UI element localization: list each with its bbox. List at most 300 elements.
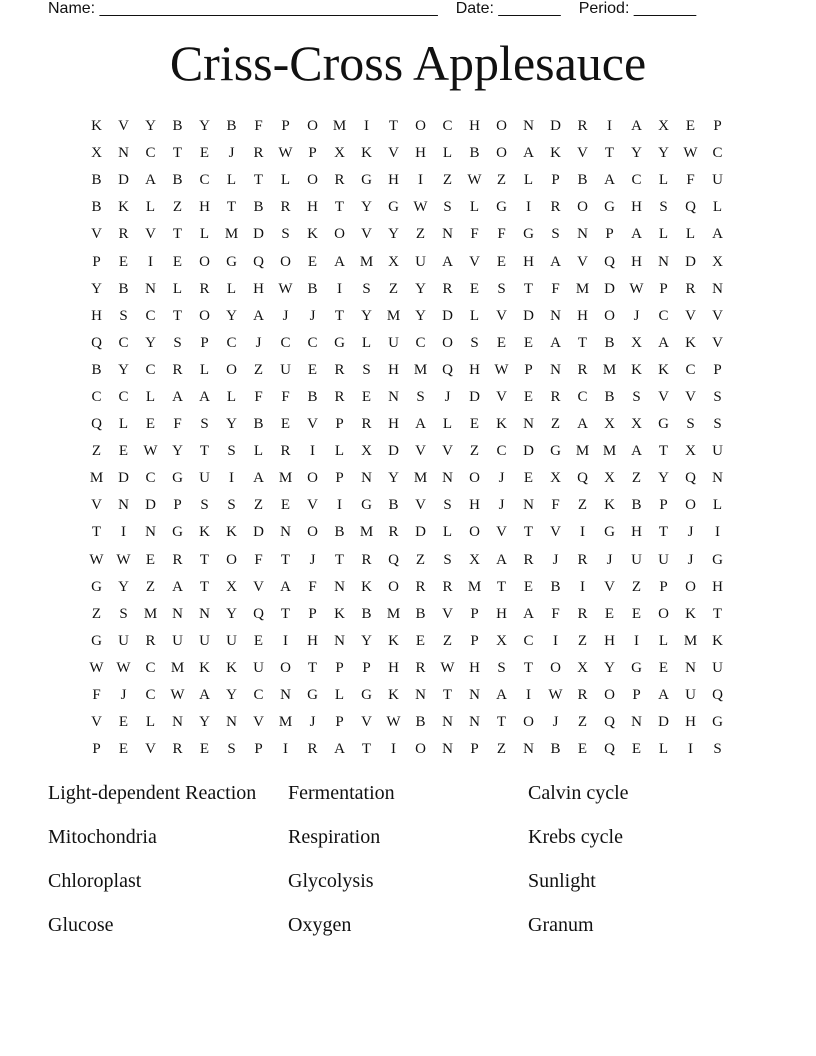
grid-letter[interactable]: G [496, 199, 507, 216]
grid-letter[interactable]: I [526, 199, 531, 216]
grid-letter[interactable]: V [307, 416, 318, 433]
grid-letter[interactable]: O [280, 659, 291, 676]
grid-letter[interactable]: H [712, 578, 723, 595]
grid-letter[interactable]: L [118, 416, 129, 433]
grid-letter[interactable]: K [199, 524, 210, 541]
grid-letter[interactable]: T [442, 687, 453, 704]
grid-letter[interactable]: W [629, 280, 644, 297]
grid-letter[interactable]: S [632, 388, 641, 405]
grid-letter[interactable]: R [550, 199, 561, 216]
grid-letter[interactable]: O [658, 605, 669, 622]
grid-letter[interactable]: Z [496, 172, 507, 189]
grid-letter[interactable]: F [254, 118, 263, 135]
grid-letter[interactable]: X [658, 118, 669, 135]
grid-letter[interactable]: N [712, 280, 723, 297]
grid-letter[interactable]: V [442, 443, 453, 460]
grid-letter[interactable]: E [658, 659, 669, 676]
grid-letter[interactable]: P [605, 226, 614, 243]
grid-letter[interactable]: N [685, 659, 696, 676]
grid-letter[interactable]: B [361, 605, 372, 622]
grid-letter[interactable]: T [334, 199, 345, 216]
grid-letter[interactable]: E [145, 416, 156, 433]
grid-letter[interactable]: S [362, 361, 371, 378]
grid-letter[interactable]: S [443, 199, 452, 216]
grid-letter[interactable]: X [91, 145, 102, 162]
grid-letter[interactable]: P [281, 118, 290, 135]
grid-letter[interactable]: U [199, 470, 210, 487]
grid-letter[interactable]: O [388, 578, 399, 595]
grid-letter[interactable]: L [469, 199, 480, 216]
grid-letter[interactable]: U [712, 443, 723, 460]
grid-letter[interactable]: Y [226, 307, 237, 324]
grid-letter[interactable]: A [523, 145, 534, 162]
grid-letter[interactable]: E [280, 497, 291, 514]
grid-letter[interactable]: I [634, 632, 639, 649]
grid-letter[interactable]: J [687, 551, 694, 568]
grid-letter[interactable]: J [633, 307, 640, 324]
grid-letter[interactable]: H [496, 605, 507, 622]
grid-letter[interactable]: L [442, 524, 453, 541]
grid-letter[interactable]: A [199, 687, 210, 704]
grid-letter[interactable]: H [91, 307, 102, 324]
grid-letter[interactable]: Z [388, 280, 399, 297]
grid-letter[interactable]: K [550, 145, 561, 162]
grid-letter[interactable]: B [415, 605, 426, 622]
grid-letter[interactable]: A [631, 443, 642, 460]
grid-letter[interactable]: I [283, 632, 288, 649]
grid-letter[interactable]: O [226, 551, 237, 568]
grid-letter[interactable]: I [607, 118, 612, 135]
grid-letter[interactable]: R [577, 687, 588, 704]
grid-letter[interactable]: R [334, 172, 345, 189]
grid-letter[interactable]: R [145, 632, 156, 649]
grid-letter[interactable]: E [523, 578, 534, 595]
grid-letter[interactable]: Z [145, 578, 156, 595]
grid-letter[interactable]: Y [388, 226, 399, 243]
grid-letter[interactable]: L [172, 280, 183, 297]
period-field-label[interactable]: Period: _______ [578, 0, 697, 17]
grid-letter[interactable]: I [310, 443, 315, 460]
grid-letter[interactable]: T [280, 605, 291, 622]
grid-letter[interactable]: E [469, 280, 480, 297]
grid-letter[interactable]: Y [118, 578, 129, 595]
grid-letter[interactable]: M [170, 659, 185, 676]
grid-letter[interactable]: E [415, 632, 426, 649]
grid-letter[interactable]: R [577, 118, 588, 135]
grid-letter[interactable]: K [712, 632, 723, 649]
grid-letter[interactable]: H [388, 416, 399, 433]
grid-letter[interactable]: H [307, 632, 318, 649]
grid-letter[interactable]: X [604, 470, 615, 487]
grid-letter[interactable]: L [523, 172, 534, 189]
grid-letter[interactable]: Y [172, 443, 183, 460]
grid-letter[interactable]: Y [226, 605, 237, 622]
grid-letter[interactable]: S [443, 497, 452, 514]
grid-letter[interactable]: H [577, 307, 588, 324]
grid-letter[interactable]: V [361, 714, 372, 731]
grid-letter[interactable]: H [469, 497, 480, 514]
grid-letter[interactable]: D [388, 443, 399, 460]
grid-letter[interactable]: V [496, 307, 507, 324]
grid-letter[interactable]: J [282, 307, 289, 324]
grid-letter[interactable]: F [470, 226, 479, 243]
grid-letter[interactable]: B [631, 497, 642, 514]
grid-letter[interactable]: M [89, 470, 104, 487]
grid-letter[interactable]: N [523, 416, 534, 433]
grid-letter[interactable]: Z [577, 714, 588, 731]
grid-letter[interactable]: V [253, 714, 264, 731]
grid-letter[interactable]: M [602, 443, 617, 460]
grid-letter[interactable]: B [172, 172, 183, 189]
grid-letter[interactable]: W [89, 659, 104, 676]
grid-letter[interactable]: O [199, 253, 210, 270]
grid-letter[interactable]: Z [442, 172, 453, 189]
grid-letter[interactable]: Z [550, 416, 561, 433]
grid-letter[interactable]: G [361, 497, 372, 514]
grid-letter[interactable]: X [361, 443, 372, 460]
grid-letter[interactable]: P [659, 578, 668, 595]
grid-letter[interactable]: S [227, 497, 236, 514]
grid-letter[interactable]: Z [496, 741, 507, 758]
grid-letter[interactable]: K [334, 605, 345, 622]
grid-letter[interactable]: D [118, 172, 129, 189]
grid-letter[interactable]: R [172, 741, 183, 758]
grid-letter[interactable]: O [496, 145, 507, 162]
grid-letter[interactable]: A [523, 605, 534, 622]
grid-letter[interactable]: V [118, 118, 129, 135]
grid-letter[interactable]: F [308, 578, 317, 595]
grid-letter[interactable]: Z [631, 578, 642, 595]
grid-letter[interactable]: C [280, 334, 291, 351]
grid-letter[interactable]: L [658, 632, 669, 649]
grid-letter[interactable]: Q [253, 605, 264, 622]
grid-letter[interactable]: H [388, 172, 399, 189]
grid-letter[interactable]: N [658, 253, 669, 270]
grid-letter[interactable]: S [362, 280, 371, 297]
grid-letter[interactable]: U [415, 253, 426, 270]
grid-letter[interactable]: W [413, 199, 428, 216]
grid-letter[interactable]: G [523, 226, 534, 243]
grid-letter[interactable]: E [361, 388, 372, 405]
grid-letter[interactable]: T [172, 226, 183, 243]
grid-letter[interactable]: B [91, 361, 102, 378]
grid-letter[interactable]: Y [145, 118, 156, 135]
grid-letter[interactable]: D [253, 524, 264, 541]
grid-letter[interactable]: A [496, 551, 507, 568]
grid-letter[interactable]: R [199, 280, 210, 297]
grid-letter[interactable]: F [254, 388, 263, 405]
grid-letter[interactable]: M [683, 632, 698, 649]
grid-letter[interactable]: R [280, 199, 291, 216]
grid-letter[interactable]: E [496, 253, 507, 270]
grid-letter[interactable]: G [226, 253, 237, 270]
grid-letter[interactable]: P [335, 714, 344, 731]
grid-letter[interactable]: R [172, 361, 183, 378]
grid-letter[interactable]: M [467, 578, 482, 595]
grid-letter[interactable]: G [712, 551, 723, 568]
grid-letter[interactable]: K [226, 524, 237, 541]
grid-letter[interactable]: C [523, 632, 534, 649]
grid-letter[interactable]: C [658, 307, 669, 324]
grid-letter[interactable]: V [91, 497, 102, 514]
grid-letter[interactable]: J [309, 551, 316, 568]
grid-letter[interactable]: C [118, 334, 129, 351]
grid-letter[interactable]: G [712, 714, 723, 731]
grid-letter[interactable]: S [713, 388, 722, 405]
grid-letter[interactable]: P [632, 687, 641, 704]
grid-letter[interactable]: S [470, 334, 479, 351]
grid-letter[interactable]: V [442, 605, 453, 622]
grid-letter[interactable]: N [469, 714, 480, 731]
grid-letter[interactable]: O [307, 172, 318, 189]
grid-letter[interactable]: N [388, 388, 399, 405]
grid-letter[interactable]: V [91, 226, 102, 243]
grid-letter[interactable]: X [685, 443, 696, 460]
grid-letter[interactable]: Y [91, 280, 102, 297]
grid-letter[interactable]: Y [226, 416, 237, 433]
grid-letter[interactable]: O [523, 714, 534, 731]
grid-letter[interactable]: B [604, 388, 615, 405]
grid-letter[interactable]: T [523, 524, 534, 541]
grid-letter[interactable]: A [604, 172, 615, 189]
grid-letter[interactable]: R [361, 416, 372, 433]
grid-letter[interactable]: K [388, 687, 399, 704]
grid-letter[interactable]: L [145, 199, 156, 216]
grid-letter[interactable]: A [658, 334, 669, 351]
grid-letter[interactable]: Z [631, 470, 642, 487]
grid-letter[interactable]: P [308, 605, 317, 622]
grid-letter[interactable]: C [577, 388, 588, 405]
grid-letter[interactable]: Z [577, 632, 588, 649]
grid-letter[interactable]: N [442, 741, 453, 758]
grid-letter[interactable]: H [604, 632, 615, 649]
grid-letter[interactable]: M [602, 361, 617, 378]
grid-letter[interactable]: C [685, 361, 696, 378]
grid-letter[interactable]: A [199, 388, 210, 405]
grid-letter[interactable]: R [172, 551, 183, 568]
grid-letter[interactable]: R [442, 280, 453, 297]
grid-letter[interactable]: H [631, 253, 642, 270]
grid-letter[interactable]: V [577, 253, 588, 270]
grid-letter[interactable]: W [116, 659, 131, 676]
grid-letter[interactable]: T [577, 334, 588, 351]
grid-letter[interactable]: A [658, 687, 669, 704]
grid-letter[interactable]: Z [415, 551, 426, 568]
grid-letter[interactable]: S [497, 659, 506, 676]
grid-letter[interactable]: T [199, 443, 210, 460]
grid-letter[interactable]: A [172, 388, 183, 405]
grid-letter[interactable]: F [551, 605, 560, 622]
grid-letter[interactable]: R [388, 524, 399, 541]
grid-letter[interactable]: N [280, 524, 291, 541]
grid-letter[interactable]: R [577, 605, 588, 622]
grid-letter[interactable]: F [281, 388, 290, 405]
grid-letter[interactable]: E [280, 416, 291, 433]
grid-letter[interactable]: L [658, 226, 669, 243]
grid-letter[interactable]: O [469, 524, 480, 541]
grid-letter[interactable]: X [631, 416, 642, 433]
grid-letter[interactable]: Q [442, 361, 453, 378]
grid-letter[interactable]: Q [685, 470, 696, 487]
grid-letter[interactable]: H [523, 253, 534, 270]
grid-letter[interactable]: O [442, 334, 453, 351]
grid-letter[interactable]: P [470, 605, 479, 622]
grid-letter[interactable]: B [91, 172, 102, 189]
grid-letter[interactable]: P [92, 741, 101, 758]
grid-letter[interactable]: E [307, 361, 318, 378]
grid-letter[interactable]: L [226, 280, 237, 297]
grid-letter[interactable]: R [577, 551, 588, 568]
grid-letter[interactable]: X [388, 253, 399, 270]
grid-letter[interactable]: C [253, 687, 264, 704]
grid-letter[interactable]: U [280, 361, 291, 378]
grid-letter[interactable]: F [254, 551, 263, 568]
grid-letter[interactable]: E [523, 470, 534, 487]
grid-letter[interactable]: K [307, 226, 318, 243]
grid-letter[interactable]: Z [577, 497, 588, 514]
grid-letter[interactable]: P [524, 361, 533, 378]
grid-letter[interactable]: T [334, 551, 345, 568]
grid-letter[interactable]: B [604, 334, 615, 351]
grid-letter[interactable]: N [145, 524, 156, 541]
grid-letter[interactable]: J [552, 551, 559, 568]
grid-letter[interactable]: N [442, 714, 453, 731]
grid-letter[interactable]: P [335, 416, 344, 433]
grid-letter[interactable]: Z [442, 632, 453, 649]
grid-letter[interactable]: O [469, 470, 480, 487]
grid-letter[interactable]: N [334, 632, 345, 649]
grid-letter[interactable]: I [148, 253, 153, 270]
grid-letter[interactable]: D [658, 714, 669, 731]
grid-letter[interactable]: K [685, 605, 696, 622]
grid-letter[interactable]: Z [91, 605, 102, 622]
date-field-label[interactable]: Date: _______ [455, 0, 561, 17]
grid-letter[interactable]: Y [145, 334, 156, 351]
grid-letter[interactable]: L [334, 687, 345, 704]
grid-letter[interactable]: D [550, 118, 561, 135]
grid-letter[interactable]: Q [91, 334, 102, 351]
grid-letter[interactable]: N [118, 145, 129, 162]
grid-letter[interactable]: K [118, 199, 129, 216]
grid-letter[interactable]: N [631, 714, 642, 731]
grid-letter[interactable]: T [712, 605, 723, 622]
grid-letter[interactable]: U [253, 659, 264, 676]
grid-letter[interactable]: A [145, 172, 156, 189]
grid-letter[interactable]: I [715, 524, 720, 541]
grid-letter[interactable]: I [553, 632, 558, 649]
grid-letter[interactable]: K [361, 145, 372, 162]
grid-letter[interactable]: K [361, 578, 372, 595]
grid-letter[interactable]: Z [253, 361, 264, 378]
grid-letter[interactable]: D [685, 253, 696, 270]
grid-letter[interactable]: B [307, 280, 318, 297]
grid-letter[interactable]: O [307, 524, 318, 541]
grid-letter[interactable]: N [334, 578, 345, 595]
grid-letter[interactable]: Y [226, 687, 237, 704]
grid-letter[interactable]: L [199, 361, 210, 378]
grid-letter[interactable]: X [469, 551, 480, 568]
grid-letter[interactable]: K [658, 361, 669, 378]
grid-letter[interactable]: U [712, 172, 723, 189]
grid-letter[interactable]: P [335, 659, 344, 676]
grid-letter[interactable]: S [200, 416, 209, 433]
grid-letter[interactable]: K [631, 361, 642, 378]
grid-letter[interactable]: T [658, 524, 669, 541]
grid-letter[interactable]: K [91, 118, 102, 135]
grid-letter[interactable]: R [685, 280, 696, 297]
grid-letter[interactable]: Q [685, 199, 696, 216]
grid-letter[interactable]: S [713, 416, 722, 433]
grid-letter[interactable]: L [145, 714, 156, 731]
grid-letter[interactable]: W [440, 659, 455, 676]
grid-letter[interactable]: E [577, 741, 588, 758]
grid-letter[interactable]: Z [469, 443, 480, 460]
grid-letter[interactable]: Y [658, 470, 669, 487]
grid-letter[interactable]: F [686, 172, 695, 189]
grid-letter[interactable]: D [118, 470, 129, 487]
grid-letter[interactable]: P [308, 145, 317, 162]
grid-letter[interactable]: E [307, 253, 318, 270]
grid-letter[interactable]: M [413, 361, 428, 378]
grid-letter[interactable]: S [443, 551, 452, 568]
grid-letter[interactable]: H [685, 714, 696, 731]
grid-letter[interactable]: V [307, 497, 318, 514]
grid-letter[interactable]: Q [91, 416, 102, 433]
grid-letter[interactable]: J [309, 714, 316, 731]
grid-letter[interactable]: F [497, 226, 506, 243]
grid-letter[interactable]: G [172, 524, 183, 541]
grid-letter[interactable]: R [361, 551, 372, 568]
grid-letter[interactable]: N [442, 226, 453, 243]
grid-letter[interactable]: P [470, 741, 479, 758]
grid-letter[interactable]: J [444, 388, 451, 405]
grid-letter[interactable]: W [386, 714, 401, 731]
grid-letter[interactable]: M [386, 307, 401, 324]
grid-letter[interactable]: E [523, 334, 534, 351]
grid-letter[interactable]: Q [604, 741, 615, 758]
grid-letter[interactable]: U [172, 632, 183, 649]
grid-letter[interactable]: S [659, 199, 668, 216]
grid-letter[interactable]: V [496, 388, 507, 405]
grid-letter[interactable]: P [470, 632, 479, 649]
grid-letter[interactable]: H [469, 659, 480, 676]
grid-letter[interactable]: H [469, 361, 480, 378]
grid-letter[interactable]: E [199, 741, 210, 758]
grid-letter[interactable]: B [253, 199, 264, 216]
grid-letter[interactable]: G [550, 443, 561, 460]
grid-letter[interactable]: N [280, 687, 291, 704]
grid-letter[interactable]: U [199, 632, 210, 649]
grid-letter[interactable]: H [388, 659, 399, 676]
grid-letter[interactable]: S [119, 605, 128, 622]
grid-letter[interactable]: E [685, 118, 696, 135]
grid-letter[interactable]: P [254, 741, 263, 758]
grid-letter[interactable]: S [200, 497, 209, 514]
grid-letter[interactable]: V [685, 388, 696, 405]
grid-letter[interactable]: Y [415, 280, 426, 297]
grid-letter[interactable]: O [577, 199, 588, 216]
grid-letter[interactable]: M [575, 280, 590, 297]
grid-letter[interactable]: T [91, 524, 102, 541]
grid-letter[interactable]: E [172, 253, 183, 270]
grid-letter[interactable]: C [226, 334, 237, 351]
grid-letter[interactable]: A [334, 253, 345, 270]
grid-letter[interactable]: C [307, 334, 318, 351]
grid-letter[interactable]: I [580, 524, 585, 541]
grid-letter[interactable]: M [332, 118, 347, 135]
grid-letter[interactable]: N [172, 605, 183, 622]
grid-letter[interactable]: Y [388, 470, 399, 487]
